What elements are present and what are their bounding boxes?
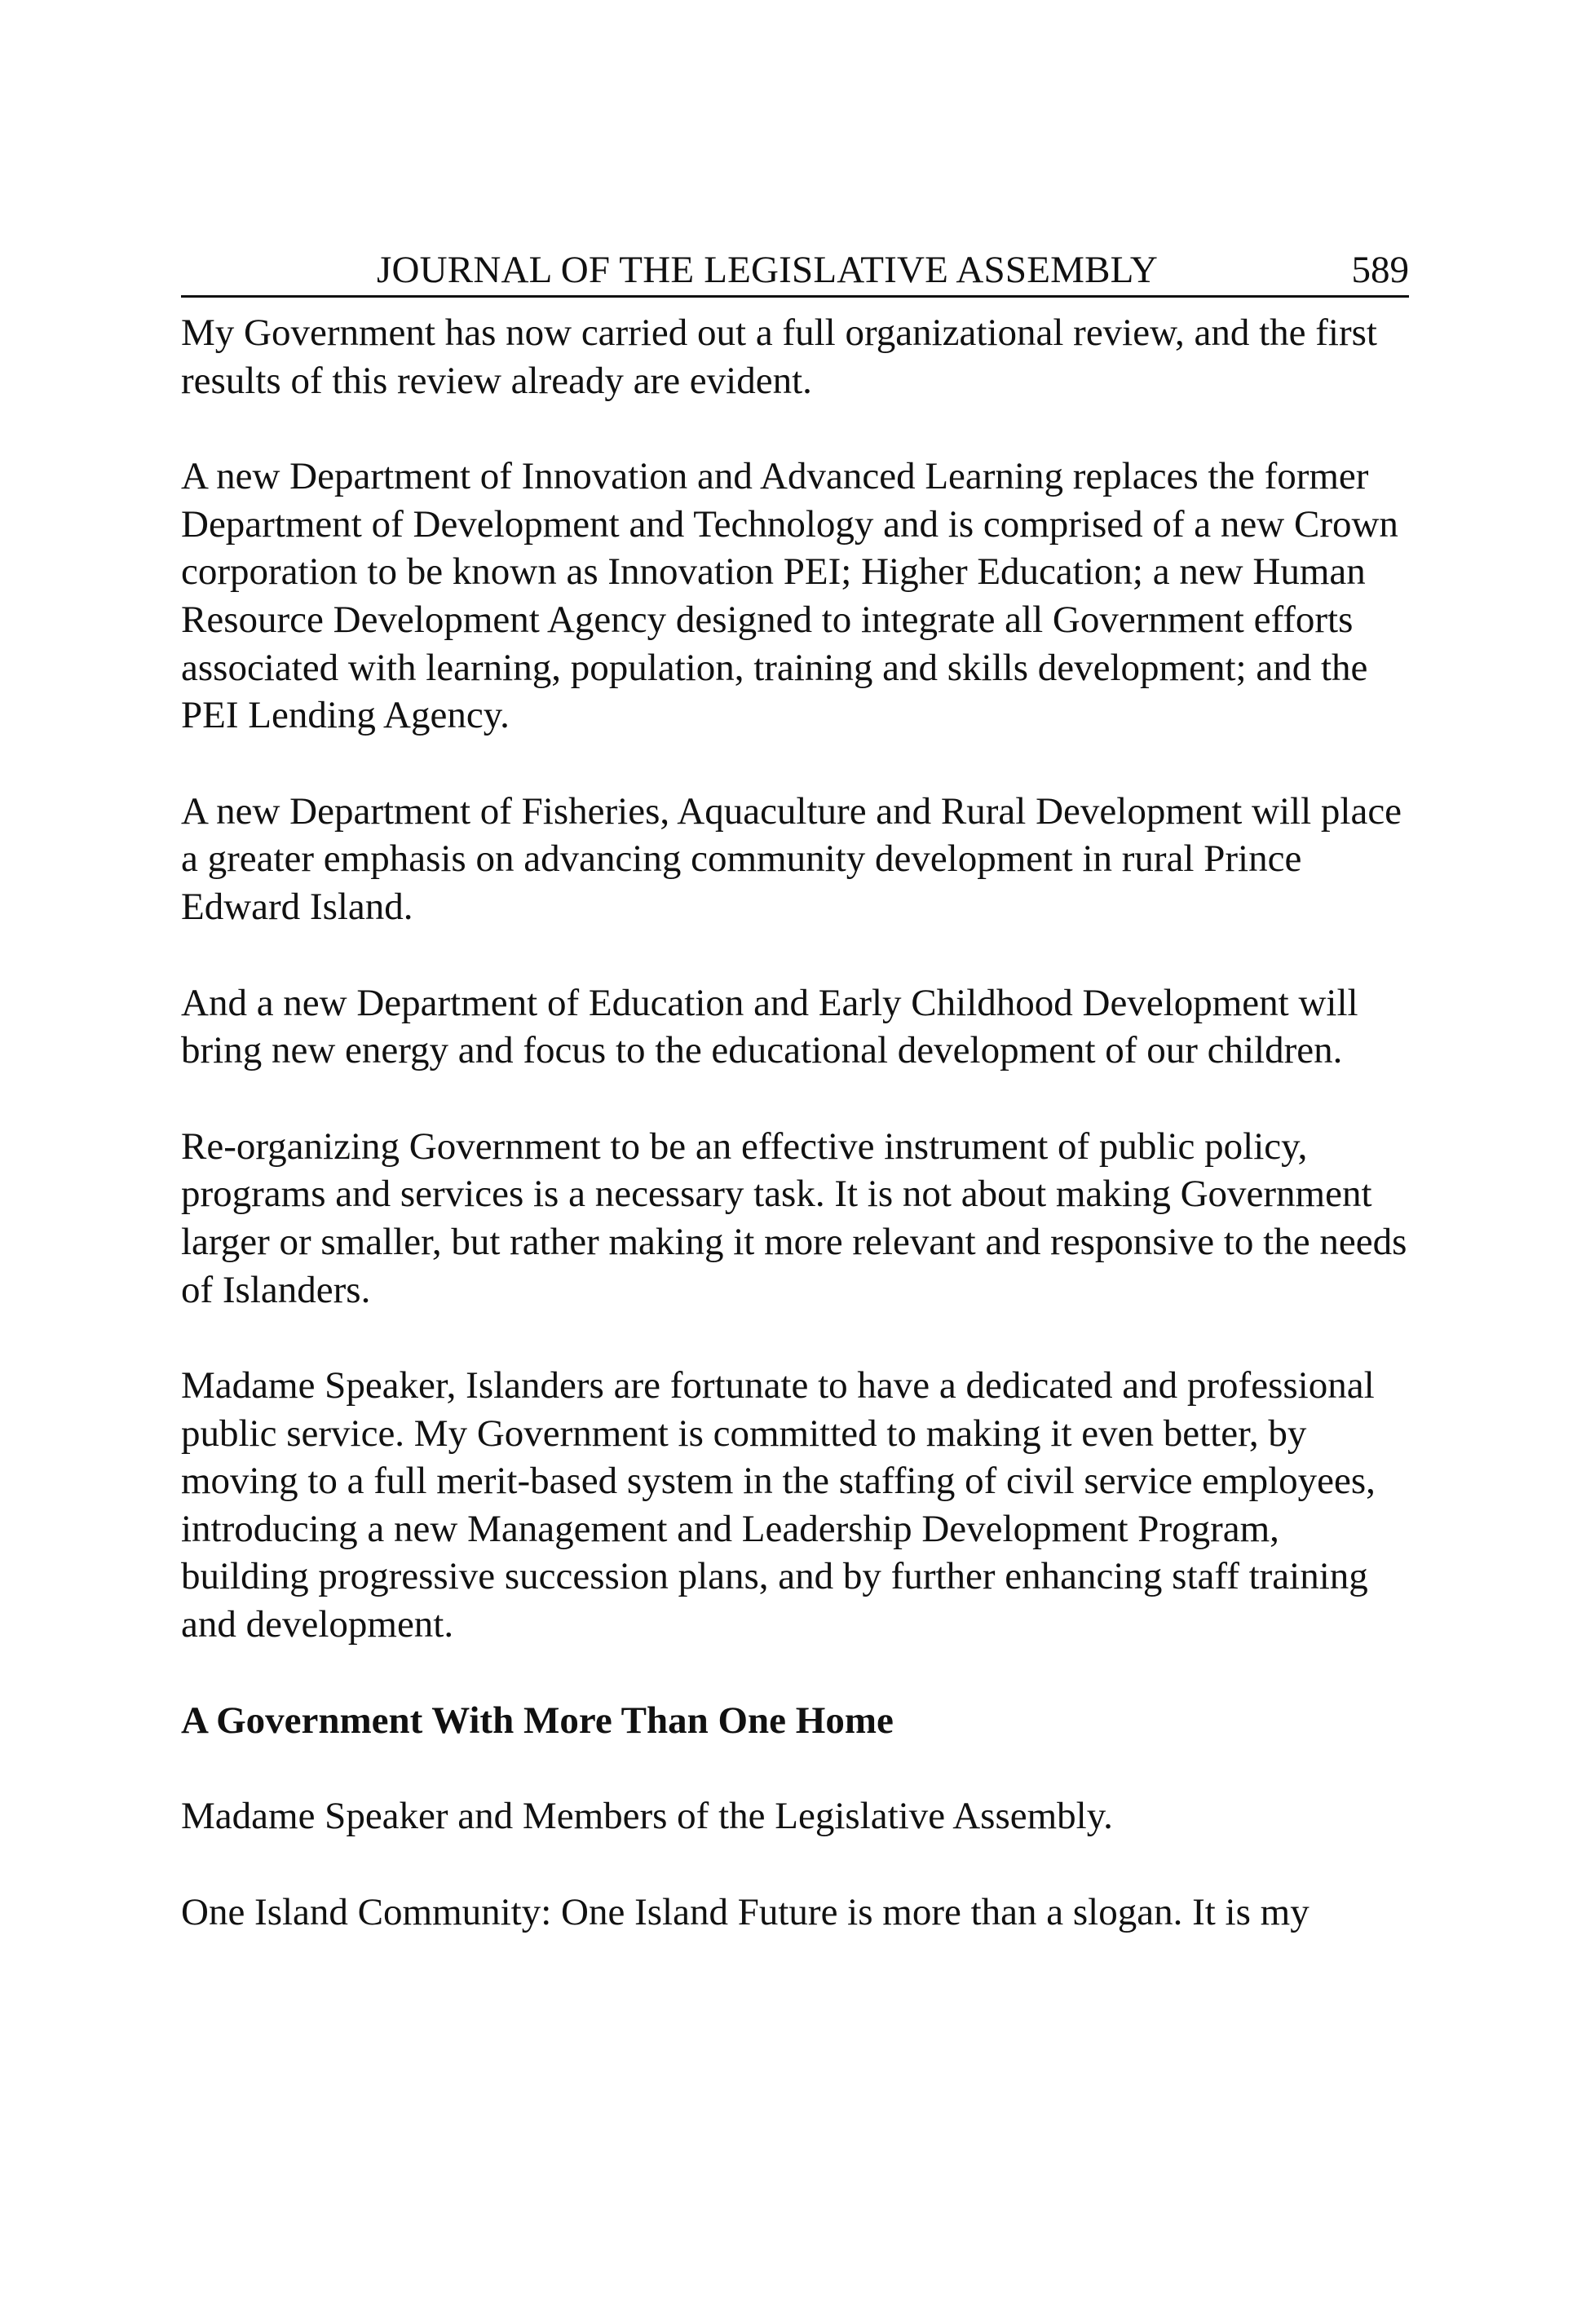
paragraph-education-department: And a new Department of Education and Early Childhood Development will bring new energy and focus to the educational development of our children. (181, 981, 1358, 1072)
paragraph-address-members: Madame Speaker and Members of the Legislative Assembly. (181, 1795, 1113, 1838)
paragraph-one-island-community: One Island Community: One Island Future is more than a slogan. It is my (181, 1890, 1310, 1933)
paragraph-innovation-department: A new Department of Innovation and Advanced Learning replaces the former Department of Development and Technology and is comprised of a new Crown corporation to be known as Innovation PEI; Higher Education; a new Human Resource Development Agency designed to integrate all Government efforts associated with learning, population, training and skills development; and the PEI Lending Agency. (181, 455, 1398, 737)
document-page (181, 245, 1409, 1984)
paragraph-reorganizing-government: Re-organizing Government to be an effective instrument of public policy, programs and services is a necessary task. It is not about making Government larger or smaller, but rather making it more relevant and responsive to the needs of Islanders. (181, 1124, 1407, 1311)
section-heading: A Government With More Than One Home (181, 1699, 894, 1742)
running-header (181, 245, 1409, 298)
journal-title: JOURNAL OF THE LEGISLATIVE ASSEMBLY (377, 249, 1158, 291)
page-number: 589 (1351, 249, 1409, 291)
paragraph-public-service: Madame Speaker, Islanders are fortunate to have a dedicated and professional public service. My Government is committed to making it even better, by moving to a full merit-based system in the staffing of civil service employees, introducing a new Management and Leadership Development Program, building progressive succession plans, and by further enhancing staff training and development. (181, 1364, 1376, 1646)
paragraph-organizational-review: My Government has now carried out a full organizational review, and the first results of this review already are evident. (181, 311, 1377, 402)
paragraph-fisheries-department: A new Department of Fisheries, Aquaculture and Rural Development will place a greater emphasis on advancing community development in rural Prince Edward Island. (181, 789, 1402, 928)
document-body (181, 309, 1409, 1936)
